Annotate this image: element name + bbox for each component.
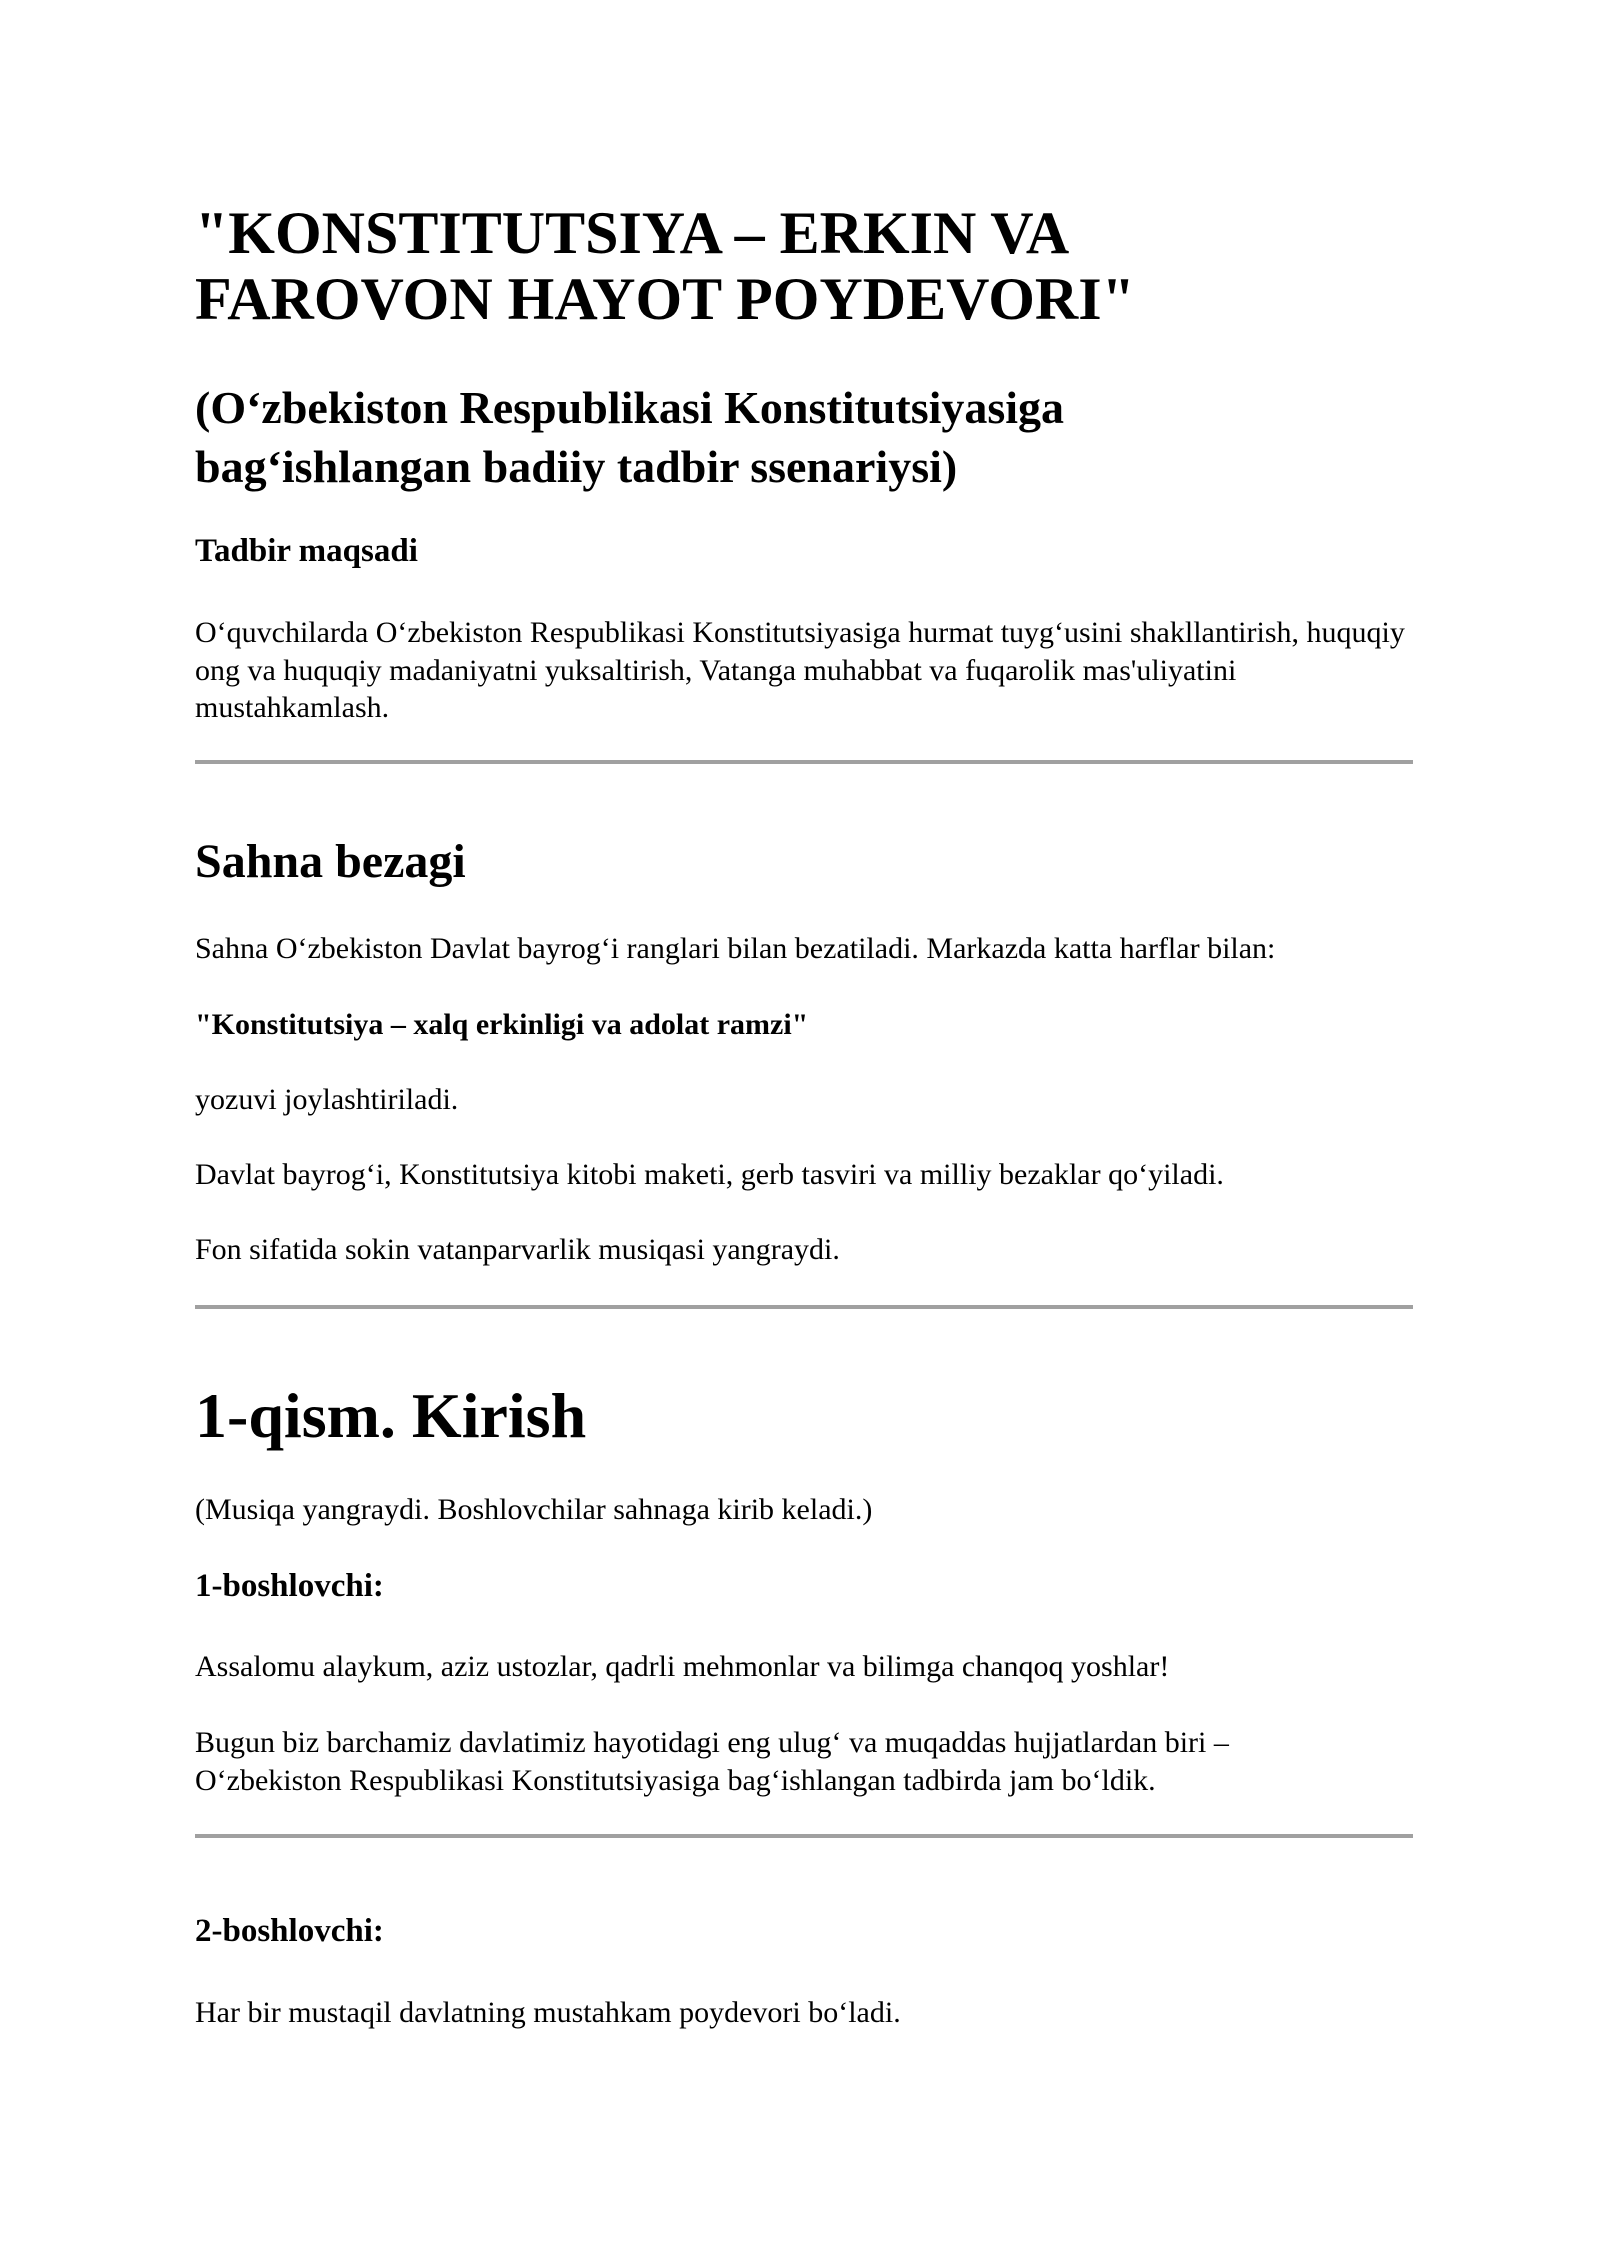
host2-paragraph-1: Har bir mustaqil davlatning mustahkam poydevori bo‘ladi.	[195, 1996, 901, 2029]
host1-paragraph-1: Assalomu alaykum, aziz ustozlar, qadrli mehmonlar va bilimga chanqoq yoshlar!	[195, 1650, 1170, 1683]
host1-label: 1-boshlovchi:	[195, 1568, 384, 1604]
host2-label: 2-boshlovchi:	[195, 1913, 384, 1949]
goal-text: O‘quvchilarda O‘zbekiston Respublikasi Konstitutsiyasiga hurmat tuyg‘usini shakllantirish, huquqiy ong va huquqiy madaniyatni yuksaltirish, Vatanga muhabbat va fuqarolik mas'uliyatini mustahkamlash.	[195, 616, 1405, 724]
section-divider	[195, 1834, 1413, 1838]
document-subtitle: (O‘zbekiston Respublikasi Konstitutsiyasiga bag‘ishlangan badiiy tadbir ssenariysi)	[195, 382, 1065, 493]
stage-motto: "Konstitutsiya – xalq erkinligi va adolat ramzi"	[195, 1008, 809, 1041]
host1-paragraph-2: Bugun biz barchamiz davlatimiz hayotidagi eng ulug‘ va muqaddas hujjatlardan biri – O‘zbekiston Respublikasi Konstitutsiyasiga bag‘ishlangan tadbirda jam bo‘ldik.	[195, 1726, 1229, 1797]
section-divider	[195, 760, 1413, 764]
stage-paragraph-4: Fon sifatida sokin vatanparvarlik musiqasi yangraydi.	[195, 1233, 840, 1266]
part1-stage-note: (Musiqa yangraydi. Boshlovchilar sahnaga kirib keladi.)	[195, 1493, 873, 1526]
part1-heading: 1-qism. Kirish	[195, 1380, 587, 1451]
stage-heading: Sahna bezagi	[195, 835, 466, 888]
stage-paragraph-1: Sahna O‘zbekiston Davlat bayrog‘i ranglari bilan bezatiladi. Markazda katta harflar bilan:	[195, 932, 1276, 965]
section-divider	[195, 1305, 1413, 1309]
stage-paragraph-3: Davlat bayrog‘i, Konstitutsiya kitobi maketi, gerb tasviri va milliy bezaklar qo‘yiladi.	[195, 1158, 1224, 1191]
document-title: "KONSTITUTSIYA – ERKIN VA FAROVON HAYOT POYDEVORI"	[195, 200, 1135, 332]
goal-heading: Tadbir maqsadi	[195, 533, 418, 569]
stage-paragraph-2: yozuvi joylashtiriladi.	[195, 1083, 459, 1116]
